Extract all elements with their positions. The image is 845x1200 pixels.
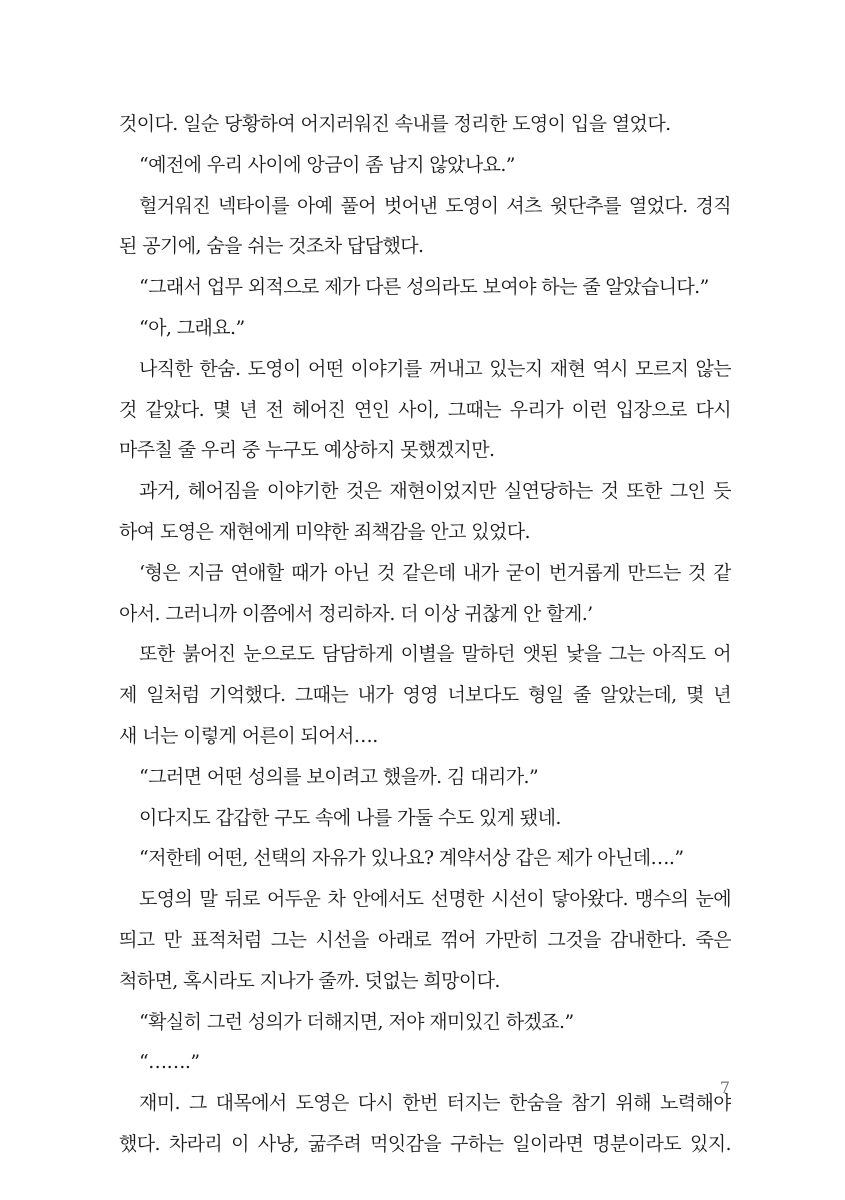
text-line: 아서. 그러니까 이쯤에서 정리하자. 더 이상 귀찮게 안 할게.’ [119, 602, 593, 625]
text-line: 새 너는 이렇게 어른이 되어서…. [119, 724, 378, 747]
text-line: 도영의 말 뒤로 어두운 차 안에서도 선명한 시선이 닿아왔다. 맹수의 눈에 [139, 888, 731, 911]
text-line: “…….” [139, 1051, 200, 1074]
text-line: 띄고 만 표적처럼 그는 시선을 아래로 꺾어 가만히 그것을 감내한다. 죽은 [119, 928, 731, 951]
page-body [119, 104, 731, 1165]
text-line: 마주칠 줄 우리 중 누구도 예상하지 못했겠지만. [119, 439, 495, 462]
text-line: 것이다. 일순 당황하여 어지러워진 속내를 정리한 도영이 입을 열었다. [119, 113, 671, 135]
text-line: 것 같았다. 몇 년 전 헤어진 연인 사이, 그때는 우리가 이런 입장으로 다시 [119, 398, 731, 421]
text-line: “저한테 어떤, 선택의 자유가 있나요? 계약서상 갑은 제가 아닌데….” [139, 847, 684, 870]
text-line: “그러면 어떤 성의를 보이려고 했을까. 김 대리가.” [139, 765, 539, 788]
text-line: “아, 그래요.” [139, 316, 245, 339]
text-line: 척하면, 혹시라도 지나가 줄까. 덧없는 희망이다. [119, 969, 500, 992]
text-line: ‘형은 지금 연애할 때가 아닌 것 같은데 내가 굳이 번거롭게 만드는 것 같 [139, 561, 731, 584]
text-line: 또한 붉어진 눈으로도 담담하게 이별을 말하던 앳된 낯을 그는 아직도 어 [139, 643, 731, 666]
text-line: 했다. 차라리 이 사냥, 굶주려 먹잇감을 구하는 일이라면 명분이라도 있지. [119, 1132, 731, 1155]
text-line: 과거, 헤어짐을 이야기한 것은 재현이었지만 실연당하는 것 또한 그인 듯 [139, 480, 731, 503]
text-line: 나직한 한숨. 도영이 어떤 이야기를 꺼내고 있는지 재현 역시 모르지 않는 [139, 357, 731, 380]
text-line: 된 공기에, 숨을 쉬는 것조차 답답했다. [119, 235, 424, 258]
text-line: 이다지도 갑갑한 구도 속에 나를 가둘 수도 있게 됐네. [139, 806, 561, 829]
text-line: “그래서 업무 외적으로 제가 다른 성의라도 보여야 하는 줄 알았습니다.” [139, 276, 709, 299]
text-line: 제 일처럼 기억했다. 그때는 내가 영영 너보다도 형일 줄 알았는데, 몇 년 [119, 684, 731, 707]
text-line: “예전에 우리 사이에 앙금이 좀 남지 않았나요.” [139, 153, 515, 176]
text-line: 재미. 그 대목에서 도영은 다시 한번 터지는 한숨을 참기 위해 노력해야 [139, 1092, 731, 1115]
text-line: 헐거워진 넥타이를 아예 풀어 벗어낸 도영이 셔츠 윗단추를 열었다. 경직 [139, 194, 731, 217]
page-number: 7 [719, 1078, 730, 1097]
text-line: “확실히 그런 성의가 더해지면, 저야 재미있긴 하겠죠.” [139, 1010, 574, 1033]
text-line: 하여 도영은 재현에게 미약한 죄책감을 안고 있었다. [119, 520, 530, 543]
